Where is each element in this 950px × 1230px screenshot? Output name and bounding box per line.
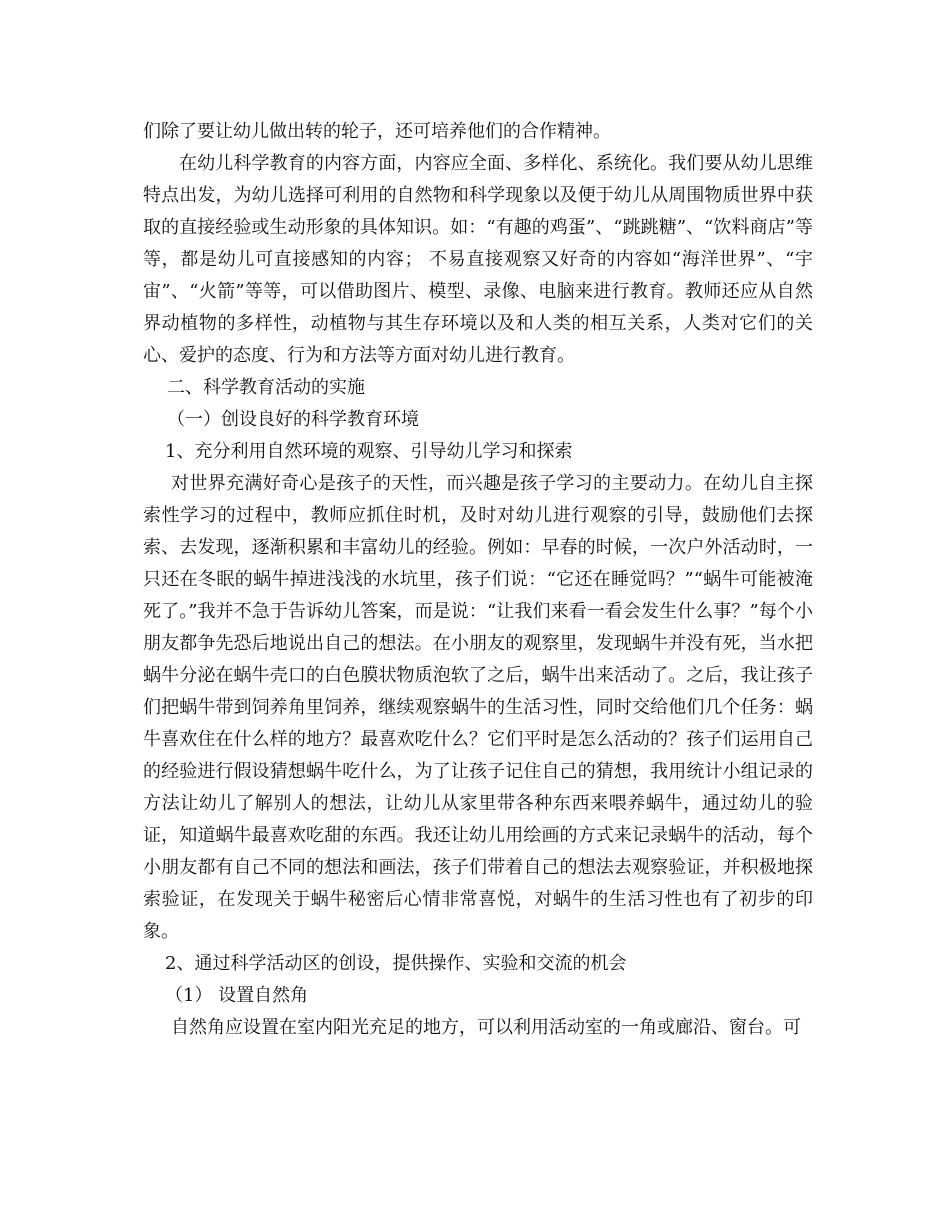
item-heading-natural-environment: 1、充分利用自然环境的观察、引导幼儿学习和探索 bbox=[165, 441, 573, 462]
section-heading-implementation: 二、科学教育活动的实施 bbox=[167, 377, 365, 398]
paragraph-science-content: 在幼儿科学教育的内容方面，内容应全面、多样化、系统化。我们要从幼儿思维特点出发，为幼儿选择可利用的自然物和科学现象以及便于幼儿从周围物质世界中获取的直接经验或生动形象的具体知识。如：“有趣的鸡蛋”、“跳跳糖”、“饮料商店”等等，都是幼儿可直接感知的内容； 不易直接观察又好奇的内容如“海洋世界”、“宇宙”、“火箭”等等，可以借助图片、模型、录像、电脑来进行教育。教师还应从自然界动植物的多样性，动植物与其生存环境以及和人类的相互关系，人类对它们的关心、爱护的态度、行为和方法等方面对幼儿进行教育。 bbox=[143, 153, 813, 366]
paragraph-snail-observation: 对世界充满好奇心是孩子的天性，而兴趣是孩子学习的主要动力。在幼儿自主探索性学习的过程中，教师应抓住时机，及时对幼儿进行观察的引导，鼓励他们去探索、去发现，逐渐积累和丰富幼儿的经验。例如：早春的时候，一次户外活动时，一只还在冬眠的蜗牛掉进浅浅的水坑里，孩子们说：“它还在睡觉吗？”“蜗牛可能被淹死了。”我并不急于告诉幼儿答案，而是说：“让我们来看一看会发生什么事？”每个小朋友都争先恐后地说出自己的想法。在小朋友的观察里，发现蜗牛并没有死，当水把蜗牛分泌在蜗牛壳口的白色膜状物质泡软了之后，蜗牛出来活动了。之后，我让孩子们把蜗牛带到饲养角里饲养，继续观察蜗牛的生活习性，同时交给他们几个任务：蜗牛喜欢住在什么样的地方？最喜欢吃什么？它们平时是怎么活动的？孩子们运用自己的经验进行假设猜想蜗牛吃什么，为了让孩子记住自己的猜想，我用统计小组记录的方法让幼儿了解别人的想法，让幼儿从家里带各种东西来喂养蜗牛，通过幼儿的验证，知道蜗牛最喜欢吃甜的东西。我还让幼儿用绘画的方式来记录蜗牛的活动，每个小朋友都有自己不同的想法和画法，孩子们带着自己的想法去观察验证，并积极地探索验证，在发现关于蜗牛秘密后心情非常喜悦，对蜗牛的生活习性也有了初步的印象。 bbox=[143, 473, 813, 942]
document-body bbox=[143, 116, 813, 1044]
paragraph-nature-corner: 自然角应设置在室内阳光充足的地方，可以利用活动室的一角或廊沿、窗台。可 bbox=[171, 1017, 801, 1038]
subsection-heading-environment: （一）创设良好的科学教育环境 bbox=[167, 409, 419, 430]
paragraph-continuation: 们除了要让幼儿做出转的轮子，还可培养他们的合作精神。 bbox=[143, 121, 611, 142]
item-heading-activity-area: 2、通过科学活动区的创设，提供操作、实验和交流的机会 bbox=[165, 953, 627, 974]
item-heading-nature-corner: （1） 设置自然角 bbox=[165, 985, 309, 1006]
